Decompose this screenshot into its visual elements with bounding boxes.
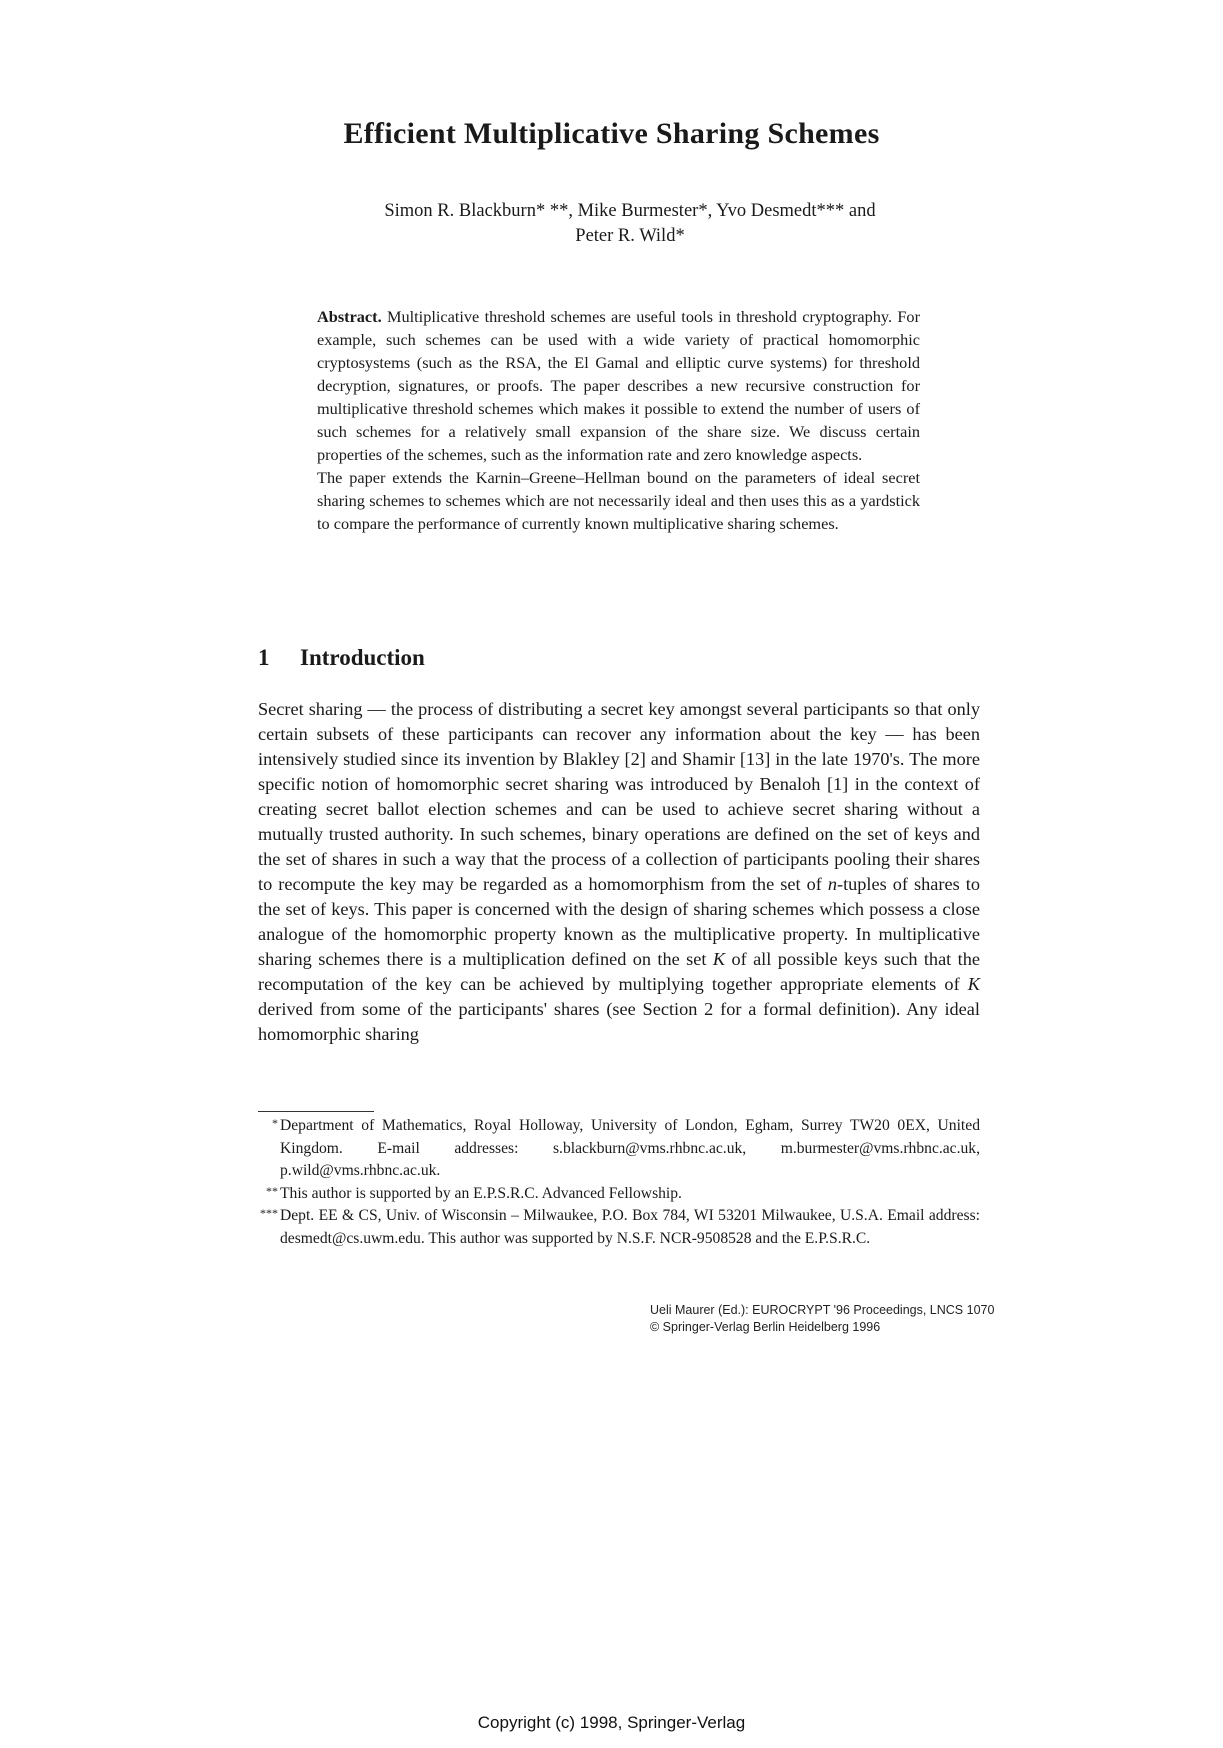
math-var-K: K <box>712 949 726 969</box>
abstract-paragraph-2: The paper extends the Karnin–Greene–Hellman bound on the parameters of ideal secret sharing schemes to schemes which are not necessarily ideal and then uses this as a yardstick to compare the performance of currently known multiplicative sharing schemes. <box>317 468 920 533</box>
paper-title: Efficient Multiplicative Sharing Schemes <box>343 117 880 150</box>
abstract <box>317 305 920 535</box>
footnote <box>258 1183 980 1206</box>
footnote-text: This author is supported by an E.P.S.R.C. Advanced Fellowship. <box>280 1184 682 1202</box>
section-title: Introduction <box>300 645 425 670</box>
footnotes <box>258 1115 980 1250</box>
footnote-mark: * <box>272 1116 278 1130</box>
abstract-paragraph-1 <box>317 305 920 466</box>
footnote-text: Department of Mathematics, Royal Holloway, University of London, Egham, Surrey TW20 0EX, United Kingdom. E-mail addresses: s.blackburn@vms.rhbnc.ac.uk, m.burmester@vms.rhbnc.ac.uk, p.wild@vms.rhbnc.ac.uk. <box>280 1117 980 1179</box>
abstract-text-1: Multiplicative threshold schemes are useful tools in threshold cryptography. For example, such schemes can be used with a wide variety of practical homomorphic cryptosystems (such as the RSA, the El Gamal and elliptic curve systems) for threshold decryption, signatures, or proofs. The paper describes a new recursive construction for multiplicative threshold schemes which makes it possible to extend the number of users of such schemes for a relatively small expansion of the share size. We discuss certain properties of the schemes, such as the information rate and zero knowledge aspects. <box>317 307 920 464</box>
publisher-info <box>650 1302 994 1336</box>
section-number: 1 <box>258 645 270 670</box>
footnote <box>258 1115 980 1183</box>
footnote <box>258 1205 980 1250</box>
intro-text-2: -tuples of shares to the set of keys. This paper is concerned with the design of sharing schemes which possess a close analogue of the homomorphic property known as the multiplicative property. In multiplicative sharing schemes there is a multiplication defined on the set <box>258 874 980 969</box>
abstract-label: Abstract. <box>317 307 382 326</box>
author-list <box>300 199 960 249</box>
intro-text-1: Secret sharing — the process of distributing a secret key amongst several participants so that only certain subsets of these participants can recover any information about the key — has been intensively studied since its invention by Blakley [2] and Shamir [13] in the late 1970's. The more specific notion of homomorphic secret sharing was introduced by Benaloh [1] in the context of creating secret ballot election schemes and can be used to achieve secret sharing without a mutually trusted authority. In such schemes, binary operations are defined on the set of keys and the set of shares in such a way that the process of a collection of participants pooling their shares to recompute the key may be regarded as a homomorphism from the set of <box>258 699 980 894</box>
math-var-K: K <box>967 974 980 994</box>
intro-paragraph <box>258 697 980 1047</box>
authors-line-1: Simon R. Blackburn* **, Mike Burmester*, Yvo Desmedt*** and <box>384 201 876 221</box>
introduction-body <box>258 697 980 1047</box>
footnote-mark: *** <box>260 1206 278 1220</box>
math-var-n: n <box>827 874 837 894</box>
authors-line-2: Peter R. Wild* <box>575 226 685 246</box>
publisher-line-1: Ueli Maurer (Ed.): EUROCRYPT '96 Proceedings, LNCS 1070 <box>650 1303 995 1317</box>
section-heading <box>258 645 425 671</box>
footnote-text: Dept. EE & CS, Univ. of Wisconsin – Milwaukee, P.O. Box 784, WI 53201 Milwaukee, U.S.A. Email address: desmedt@cs.uwm.edu. This author was supported by N.S.F. NCR-9508528 and the E.P.S.R.C. <box>280 1207 980 1247</box>
copyright-notice: Copyright (c) 1998, Springer-Verlag <box>477 1713 746 1732</box>
footnote-mark: ** <box>266 1183 278 1198</box>
intro-text-4: derived from some of the participants' shares (see Section 2 for a formal definition). Any ideal homomorphic sharing <box>258 999 980 1044</box>
publisher-line-2: © Springer-Verlag Berlin Heidelberg 1996 <box>650 1320 881 1334</box>
intro-text-3: of all possible keys such that the recomputation of the key can be achieved by multiplying together appropriate elements of <box>258 949 980 994</box>
